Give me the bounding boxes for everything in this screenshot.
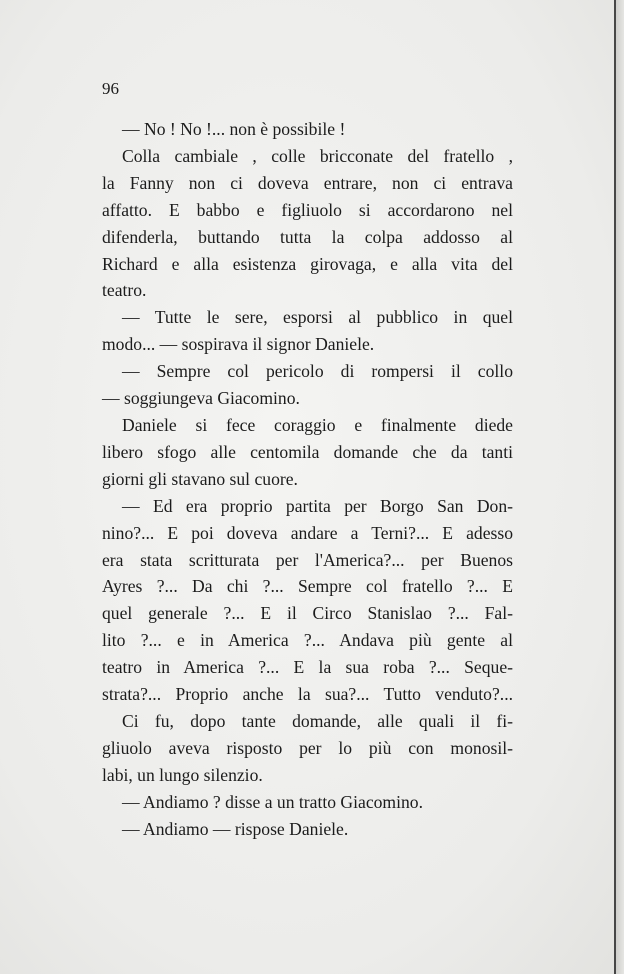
- text-line: strata?... Proprio anche la sua?... Tutto venduto?...: [102, 684, 513, 705]
- text-line: gliuolo aveva risposto per lo più con monosil-: [102, 737, 513, 758]
- page-gutter-shadow: [616, 0, 624, 974]
- text-line: nino?... E poi doveva andare a Terni?... E adesso: [102, 522, 513, 543]
- text-line: Daniele si fece coraggio e finalmente diede: [122, 414, 513, 435]
- text-line: labi, un lungo silenzio.: [102, 764, 263, 785]
- text-line: — Andiamo ? disse a un tratto Giacomino.: [122, 791, 423, 812]
- page-number: 96: [102, 79, 119, 98]
- text-line: — Ed era proprio partita per Borgo San Don-: [122, 495, 513, 516]
- text-line: — Tutte le sere, esporsi al pubblico in quel: [122, 307, 513, 328]
- text-line: era stata scritturata per l'America?... per Buenos: [102, 549, 513, 570]
- text-line: — No ! No !... non è possibile !: [122, 119, 346, 139]
- text-line: libero sfogo alle centomila domande che da tanti: [102, 441, 513, 462]
- text-line: — soggiungeva Giacomino.: [102, 388, 300, 409]
- text-line: — Sempre col pericolo di rompersi il collo: [122, 361, 513, 382]
- text-line: Ayres ?... Da chi ?... Sempre col fratello ?... E: [102, 576, 513, 597]
- text-line: giorni gli stavano sul cuore.: [102, 468, 298, 489]
- text-line: Colla cambiale , colle bricconate del fratello ,: [122, 145, 513, 166]
- text-line: lito ?... e in America ?... Andava più gente al: [102, 630, 513, 651]
- text-line: Ci fu, dopo tante domande, alle quali il fi-: [122, 710, 513, 731]
- text-line: modo... — sospirava il signor Daniele.: [102, 334, 375, 355]
- text-line: teatro.: [102, 280, 147, 301]
- text-line: difenderla, buttando tutta la colpa addosso al: [102, 226, 513, 247]
- text-line: teatro in America ?... E la sua roba ?... Seque-: [102, 657, 513, 678]
- text-line: Richard e alla esistenza girovaga, e alla vita del: [102, 253, 513, 274]
- text-line: — Andiamo — rispose Daniele.: [122, 818, 349, 839]
- page-edge-line: [614, 0, 616, 974]
- text-line: quel generale ?... E il Circo Stanislao ?... Fal-: [102, 603, 513, 624]
- body-text: [102, 116, 513, 842]
- text-line: la Fanny non ci doveva entrare, non ci entrava: [102, 172, 513, 193]
- text-line: affatto. E babbo e figliuolo si accordarono nel: [102, 199, 513, 220]
